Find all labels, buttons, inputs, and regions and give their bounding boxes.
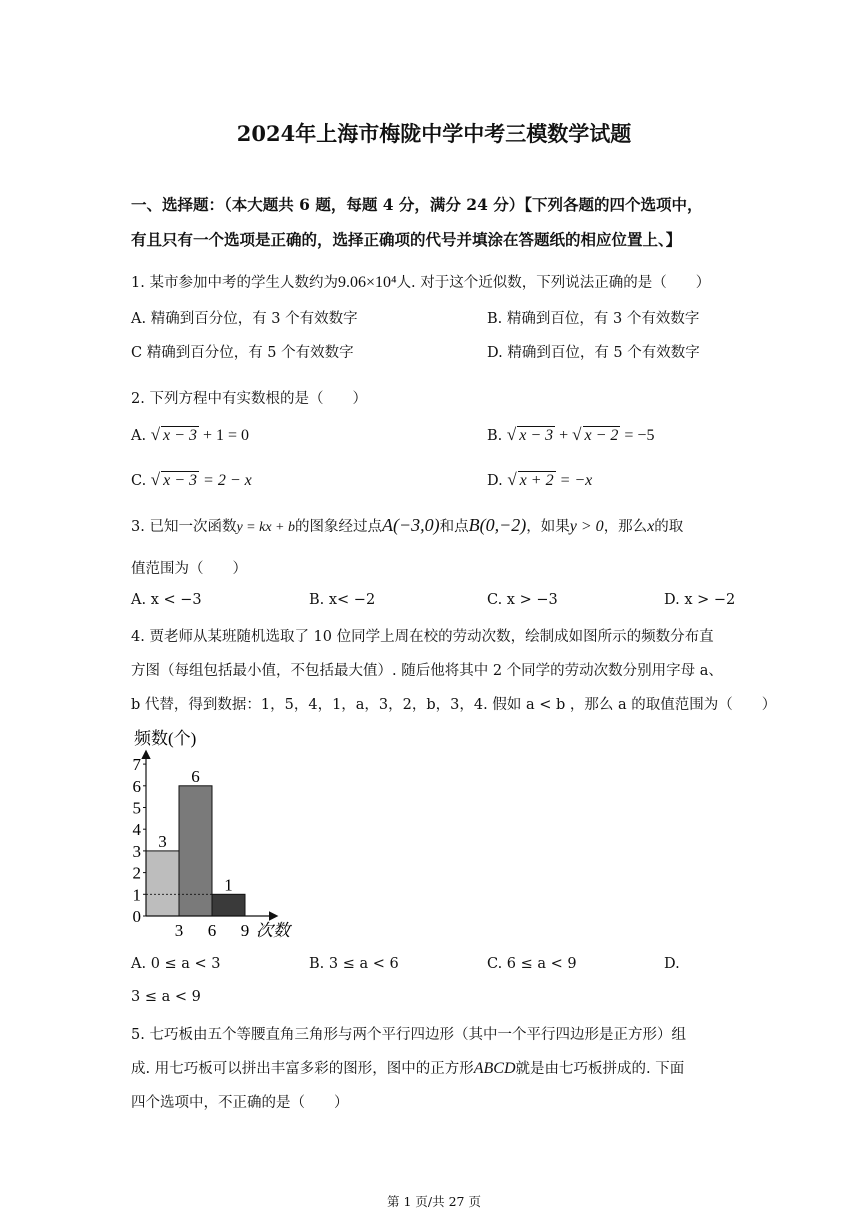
y-tick-label: 0 xyxy=(132,907,141,926)
q3-option-a: A. x < −3 xyxy=(131,592,202,608)
question-5-line1: 5. 七巧板由五个等腰直角三角形与两个平行四边形（其中一个平行四边形是正方形）组 xyxy=(131,1027,686,1043)
number-approx: 9.06×10⁴ xyxy=(337,274,397,291)
q4-option-b: B. 3 ≤ a < 6 xyxy=(309,956,399,972)
histogram-bar xyxy=(146,851,179,916)
question-5-line2: 成. 用七巧板可以拼出丰富多彩的图形，图中的正方形ABCD就是由七巧板拼成的. 下面 xyxy=(131,1060,685,1077)
histogram-bar xyxy=(212,894,245,916)
page-title: 2024年上海市梅陇中学中考三模数学试题 xyxy=(236,121,632,146)
section-heading-line1: 一、选择题：（本大题共 6 题，每题 4 分，满分 24 分）【下列各题的四个选项中， xyxy=(131,195,703,214)
y-axis-label: 频数(个) xyxy=(134,729,197,748)
question-4-line2: 方图（每组包括最小值，不包括最大值）. 随后他将其中 2 个同学的劳动次数分别用字母 a、 xyxy=(131,663,723,679)
bar-data-label: 1 xyxy=(224,875,233,895)
q1-option-a: A. 精确到百分位，有 3 个有效数字 xyxy=(131,311,358,327)
q2-option-b: B. √ x − 3 + √ x − 2 = −5 xyxy=(487,425,655,444)
q3-option-c: C. x > −3 xyxy=(487,592,558,608)
q1-option-b: B. 精确到百位，有 3 个有效数字 xyxy=(487,311,700,327)
q4-option-d: D. xyxy=(664,956,680,972)
y-tick-label: 6 xyxy=(132,776,141,796)
section-heading-line2: 有且只有一个选项是正确的，选择正确项的代号并填涂在答题纸的相应位置上、】 xyxy=(131,230,682,249)
y-tick-label: 4 xyxy=(132,820,141,840)
q2-option-c: C. √ x − 3 = 2 − x xyxy=(131,470,252,489)
q2-option-a: A. √ x − 3 + 1 = 0 xyxy=(131,425,249,444)
y-tick-label: 7 xyxy=(132,755,141,775)
histogram-chart xyxy=(128,722,308,944)
q3-option-d: D. x > −2 xyxy=(664,592,736,608)
q1-option-d: D. 精确到百位，有 5 个有效数字 xyxy=(487,345,700,361)
bar-data-label: 3 xyxy=(158,831,167,851)
q3-option-b: B. x< −2 xyxy=(309,592,376,608)
question-4-line3: b 代替，得到数据：1，5，4，1，a，3，2，b，3，4. 假如 a < b ，那么 a 的取值范围为（ ） xyxy=(131,697,777,713)
x-tick-label: 3 xyxy=(174,921,184,940)
y-tick-label: 1 xyxy=(132,885,141,905)
x-tick-label: 9 xyxy=(240,921,250,940)
question-3-stem-line2: 值范围为（ ） xyxy=(131,561,247,577)
question-5-line3: 四个选项中，不正确的是（ ） xyxy=(131,1095,349,1111)
page-footer: 第 1 页/共 27 页 xyxy=(387,1194,481,1209)
x-tick-label: 6 xyxy=(207,921,217,940)
y-tick-label: 2 xyxy=(132,863,141,883)
question-4-line1: 4. 贾老师从某班随机选取了 10 位同学上周在校的劳动次数，绘制成如图所示的频数分布直 xyxy=(131,629,714,645)
question-3-stem: 3. 已知一次函数y = kx + b的图象经过点A(−3,0)和点B(0,−2)，如果y > 0，那么x的取 xyxy=(131,515,684,535)
y-tick-label: 3 xyxy=(132,841,141,861)
q1-option-c: C 精确到百分位，有 5 个有效数字 xyxy=(131,345,354,361)
y-tick-label: 5 xyxy=(132,798,141,818)
histogram-bar xyxy=(179,786,212,916)
bar-data-label: 6 xyxy=(191,766,200,786)
q4-option-a: A. 0 ≤ a < 3 xyxy=(131,956,221,972)
question-2-stem: 2. 下列方程中有实数根的是（ ） xyxy=(131,391,367,407)
q4-option-d-value: 3 ≤ a < 9 xyxy=(131,989,201,1005)
x-axis-label: 次数 xyxy=(256,921,290,940)
question-1-stem: 1. 某市参加中考的学生人数约为9.06×10⁴人. 对于这个近似数，下列说法正确的是（ ） xyxy=(131,274,711,291)
q4-option-c: C. 6 ≤ a < 9 xyxy=(487,956,577,972)
q2-option-d: D. √ x + 2 = −x xyxy=(487,470,593,489)
